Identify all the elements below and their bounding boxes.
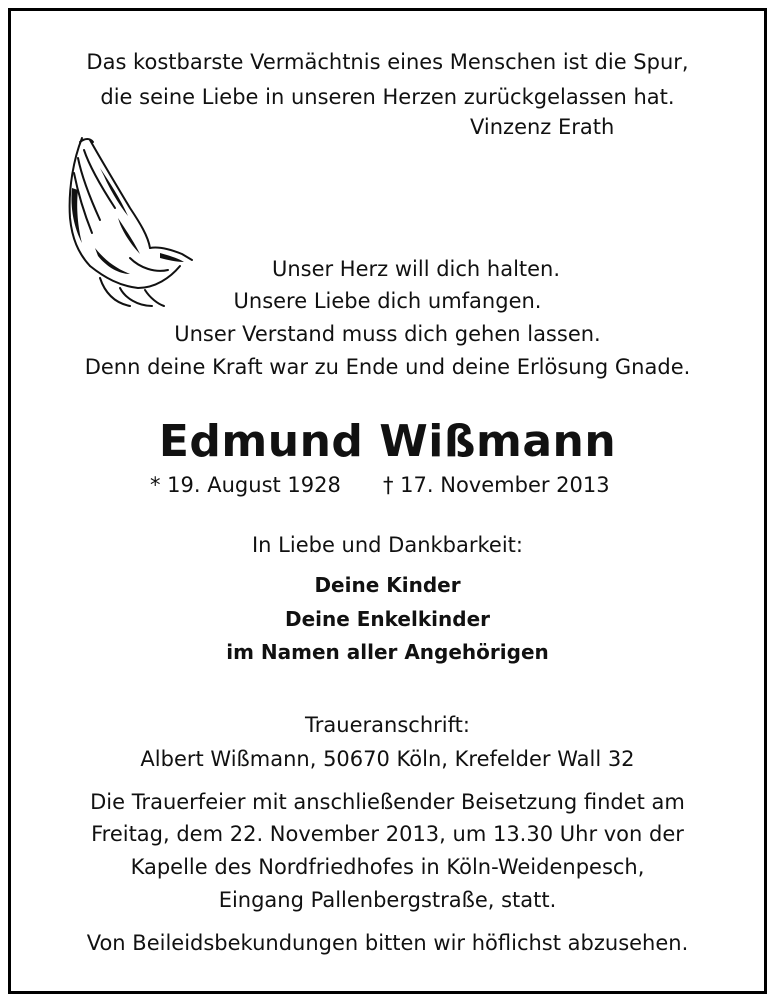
mourner-line-2: Deine Enkelkinder (284, 607, 490, 631)
quote-line-1: Das kostbarste Vermächtnis eines Menschen ist die Spur, (86, 50, 689, 74)
mourner-line-1: Deine Kinder (314, 573, 461, 597)
poem-line-3: Unser Verstand muss dich gehen lassen. (174, 322, 601, 346)
quote-line-2: die seine Liebe in unseren Herzen zurückgelassen hat. (100, 85, 675, 109)
address-value: Albert Wißmann, 50670 Köln, Krefelder Wall 32 (140, 747, 635, 771)
birth-date: * 19. August 1928 (150, 473, 341, 497)
service-line-4: Eingang Pallenbergstraße, statt. (218, 888, 557, 912)
service-line-2: Freitag, dem 22. November 2013, um 13.30 Uhr von der (91, 822, 684, 846)
address-label: Traueranschrift: (305, 713, 470, 737)
deceased-name: Edmund Wißmann (158, 416, 617, 467)
service-line-3: Kapelle des Nordfriedhofes in Köln-Weidenpesch, (130, 855, 645, 879)
closing-text: Von Beileidsbekundungen bitten wir höflichst abzusehen. (86, 931, 689, 955)
service-line-1: Die Trauerfeier mit anschließender Beisetzung findet am (90, 790, 685, 814)
poem-line-1: Unser Herz will dich halten. (271, 257, 561, 281)
poem-line-4: Denn deine Kraft war zu Ende und deine Erlösung Gnade. (84, 355, 691, 379)
praying-hands-icon (60, 128, 200, 313)
poem-line-2: Unsere Liebe dich umfangen. (233, 289, 542, 313)
mourner-line-3: im Namen aller Angehörigen (226, 640, 549, 664)
quote-author: Vinzenz Erath (470, 115, 615, 139)
gratitude-text: In Liebe und Dankbarkeit: (251, 533, 523, 557)
death-date: † 17. November 2013 (383, 473, 610, 497)
